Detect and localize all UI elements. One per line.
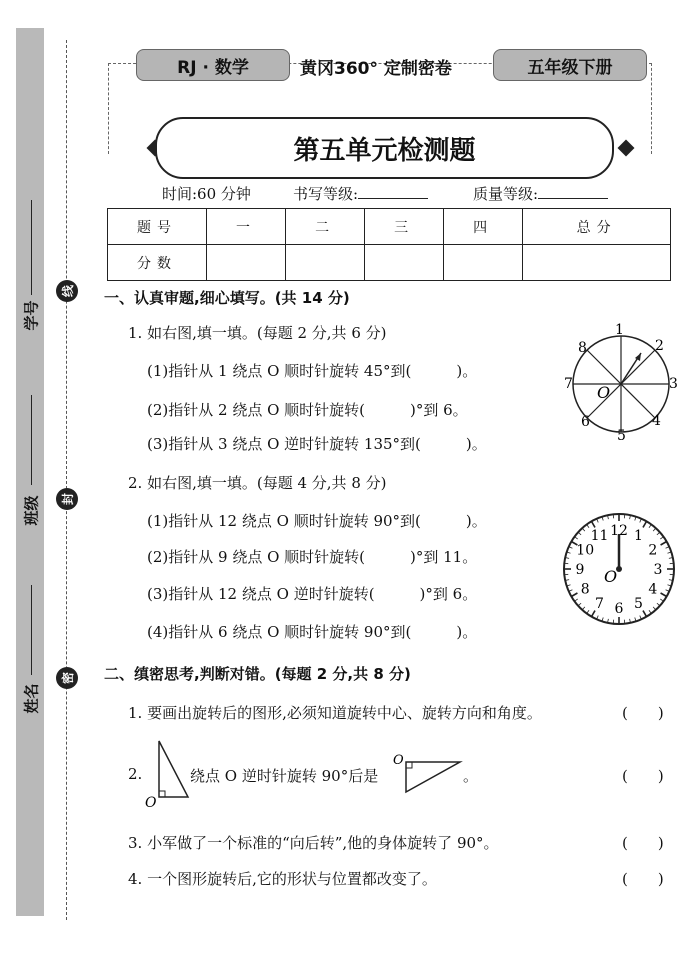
judge-item-2-end: 。 (463, 767, 479, 785)
clock-diagram (560, 510, 678, 628)
score-cell[interactable] (444, 245, 523, 281)
clock-number-11: 11 (590, 528, 609, 545)
exam-time: 时间:60 分钟 (162, 185, 251, 203)
quality-grade-label: 质量等级: (473, 185, 539, 203)
clock-number-4: 4 (648, 581, 658, 598)
judge-answer-2[interactable]: ( ) (622, 767, 664, 785)
student-id-label: 学号 (22, 300, 41, 331)
wheel-label-7: 7 (564, 376, 573, 392)
name-line (31, 585, 32, 675)
triangle-rotated-o: O (393, 753, 404, 768)
score-header-cell: 三 (365, 209, 444, 245)
seal-mi: 密 (56, 667, 78, 689)
clock-number-3: 3 (653, 562, 663, 578)
q2-item-1: (1)指针从 12 绕点 O 顺时针旋转 90°到( )。 (147, 512, 487, 530)
wheel-label-8: 8 (578, 340, 587, 356)
score-cell[interactable] (207, 245, 286, 281)
q1-stem: 1. 如右图,填一填。(每题 2 分,共 6 分) (128, 324, 387, 342)
clock-number-5: 5 (634, 595, 643, 612)
clock-number-7: 7 (595, 595, 604, 612)
clock-tick (649, 610, 651, 613)
triangle-rotated (392, 750, 467, 798)
clock-center-o: O (604, 567, 618, 586)
quality-grade-blank[interactable] (538, 198, 608, 199)
score-header-cell: 一 (207, 209, 286, 245)
q2-item-2: (2)指针从 9 绕点 O 顺时针旋转( )°到 11。 (147, 548, 478, 566)
seal-xian: 线 (56, 280, 78, 302)
clock-number-9: 9 (575, 562, 585, 578)
writing-grade-blank[interactable] (358, 198, 428, 199)
q1-item-3: (3)指针从 3 绕点 O 逆时针旋转 135°到( )。 (147, 435, 487, 453)
clock-number-1: 1 (634, 528, 643, 545)
score-table-header-row (108, 209, 671, 245)
clock-tick (578, 532, 581, 535)
q2-stem: 2. 如右图,填一填。(每题 4 分,共 8 分) (128, 474, 387, 492)
class-label: 班级 (22, 495, 41, 526)
judge-answer-4[interactable]: ( ) (622, 870, 664, 888)
clock-tick (575, 537, 578, 539)
judge-answer-3[interactable]: ( ) (622, 834, 664, 852)
page-title: 第五单元检测题 (155, 117, 614, 179)
wheel-label-1: 1 (615, 322, 624, 338)
wheel-label-5: 5 (617, 428, 626, 444)
clock-number-12: 12 (610, 523, 628, 539)
score-table (107, 208, 671, 281)
clock-tick (649, 525, 651, 528)
clock-tick (653, 607, 656, 610)
clock-tick (657, 532, 660, 535)
score-cell[interactable] (365, 245, 444, 281)
wheel-label-2: 2 (655, 338, 664, 354)
seal-feng: 封 (56, 488, 78, 510)
wheel-label-3: 3 (669, 376, 678, 392)
clock-tick (661, 593, 667, 597)
rotation-wheel (555, 318, 685, 448)
score-header-cell: 四 (444, 209, 523, 245)
clock-tick (587, 610, 589, 613)
section2-heading: 二、缜密思考,判断对错。(每题 2 分,共 8 分) (104, 665, 411, 683)
clock-tick (571, 593, 577, 597)
judge-item-1: 1. 要画出旋转后的图形,必须知道旋转中心、旋转方向和角度。 (128, 704, 542, 722)
q1-item-1: (1)指针从 1 绕点 O 顺时针旋转 45°到( )。 (147, 362, 478, 380)
clock-tick (592, 521, 596, 527)
quality-grade (473, 183, 608, 204)
clock-tick (587, 525, 589, 528)
clock-tick (661, 542, 667, 546)
judge-item-4: 4. 一个图形旋转后,它的形状与位置都改变了。 (128, 870, 437, 888)
writing-grade (293, 183, 428, 204)
q2-item-4: (4)指针从 6 绕点 O 顺时针旋转 90°到( )。 (147, 623, 478, 641)
wheel-label-4: 4 (652, 413, 661, 429)
clock-number-2: 2 (648, 542, 658, 559)
score-cell[interactable] (286, 245, 365, 281)
section1-heading: 一、认真审题,细心填写。(共 14 分) (104, 289, 350, 307)
writing-grade-label: 书写等级: (293, 185, 359, 203)
triangle-original-o: O (145, 795, 157, 810)
name-label: 姓名 (22, 683, 41, 714)
clock-number-8: 8 (580, 581, 590, 598)
judge-item-2-number: 2. (128, 765, 143, 783)
brand-text: 黄冈360° 定制密卷 (300, 59, 452, 79)
clock-tick (643, 521, 647, 527)
clock-tick (643, 611, 647, 617)
q1-item-2: (2)指针从 2 绕点 O 顺时针旋转( )°到 6。 (147, 401, 468, 419)
clock-tick (582, 528, 585, 531)
binding-strip (16, 28, 44, 916)
score-header-cell: 题号 (108, 209, 207, 245)
clock-number-6: 6 (614, 601, 624, 617)
clock-tick (657, 603, 660, 606)
clock-tick (575, 599, 578, 601)
clock-tick (653, 528, 656, 531)
score-cell[interactable] (523, 245, 671, 281)
judge-answer-1[interactable]: ( ) (622, 704, 664, 722)
student-id-line (31, 200, 32, 295)
clock-tick (582, 607, 585, 610)
score-row-label: 分数 (108, 245, 207, 281)
subject-badge: RJ · 数学 (136, 49, 290, 81)
cut-line (66, 40, 67, 920)
clock-number-10: 10 (576, 542, 595, 559)
clock-tick (660, 537, 663, 539)
judge-item-2: 绕点 O 逆时针旋转 90°后是 (190, 767, 379, 785)
clock-tick (578, 603, 581, 606)
judge-item-3: 3. 小军做了一个标准的“向后转”,他的身体旋转了 90°。 (128, 834, 499, 852)
wheel-label-6: 6 (581, 414, 590, 430)
clock-tick (660, 599, 663, 601)
score-header-cell: 二 (286, 209, 365, 245)
grade-badge: 五年级下册 (493, 49, 647, 81)
class-line (31, 395, 32, 485)
q2-item-3: (3)指针从 12 绕点 O 逆时针旋转( )°到 6。 (147, 585, 478, 603)
score-table-score-row (108, 245, 671, 281)
wheel-center-o: O (597, 383, 611, 402)
score-header-cell: 总分 (523, 209, 671, 245)
